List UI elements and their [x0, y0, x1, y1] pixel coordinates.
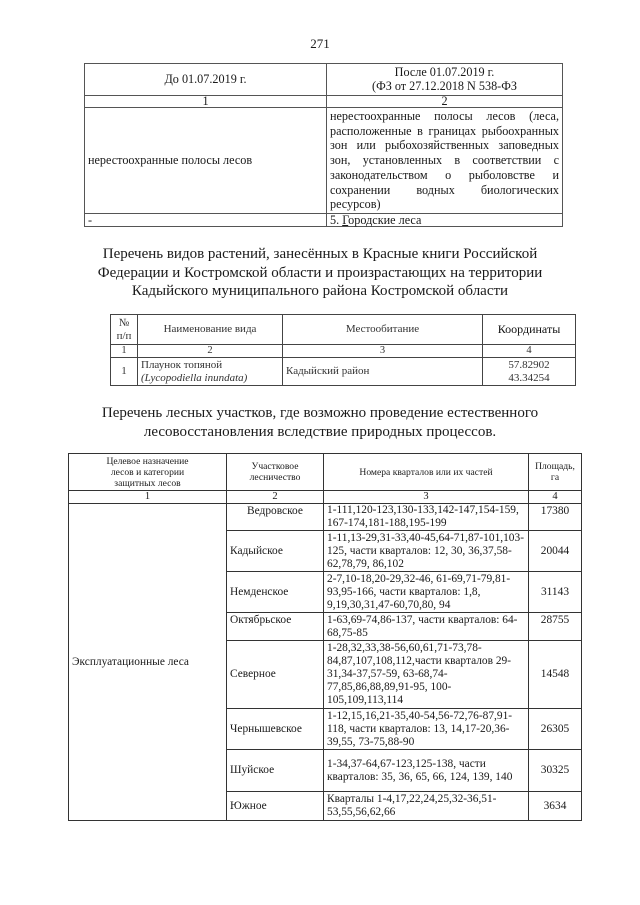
column-number: 2 — [138, 345, 283, 358]
title-line: Перечень видов растений, занесённых в Красные книги Российской — [102, 246, 538, 262]
cell-district: Немденское — [227, 572, 324, 613]
coord-lon: 43.34254 — [508, 371, 550, 384]
page-number: 271 — [310, 36, 330, 51]
coord-lat: 57.82902 — [508, 359, 550, 371]
cell-species-name — [138, 358, 283, 386]
header-coords: Координаты — [483, 315, 576, 345]
column-number: 1 — [69, 491, 227, 504]
cell-after-prefix: 5. — [330, 213, 343, 227]
header-line: Площадь, — [535, 461, 575, 472]
cell-area: 26305 — [529, 709, 582, 750]
cell-num: 1 — [111, 358, 138, 386]
cell-before: нерестоохранные полосы лесов — [85, 108, 327, 214]
header-before — [85, 64, 327, 96]
cell-quarters: Кварталы 1-4,17,22,24,25,32-36,51-53,55,56,62,66 — [324, 792, 529, 821]
title-line: Федерации и Костромской области и произрастающих на территории — [97, 264, 543, 281]
table-row — [111, 358, 576, 386]
header-before-text: До 01.07.2019 г. — [164, 71, 247, 86]
header-after-line1: После 01.07.2019 г. — [394, 65, 495, 79]
cell-quarters: 1-34,37-64,67-123,125-138, части кварталов: 35, 36, 65, 66, 124, 139, 140 — [324, 750, 529, 792]
cell-district: Ведровское — [227, 504, 324, 531]
forest-plots-table — [68, 453, 582, 821]
cell-quarters: 1-63,69-74,86-137, части кварталов: 64-68,75-85 — [324, 613, 529, 641]
cell-after-rest: ородские леса — [348, 213, 422, 227]
cell-purpose: Эксплуатационные леса — [69, 504, 227, 821]
cell-area: 3634 — [529, 792, 582, 821]
cell-after: нерестоохранные полосы лесов (леса, расположенные в границах рыбоохранных зон или рыбохозяйственных заповедных зон, установленных в соответствии с законодательством о рыболовстве и сохранении водных биологических ресурсов) — [327, 108, 563, 214]
column-number-row — [111, 345, 576, 358]
column-number: 3 — [283, 345, 483, 358]
title-line: лесовосстановления вследствие природных процессов. — [143, 423, 497, 440]
title-line: Кадыйского муниципального района Костромской области — [131, 283, 509, 299]
header-num — [111, 315, 138, 345]
header-num-line2: п/п — [116, 329, 132, 342]
cell-district: Шуйское — [227, 750, 324, 792]
cell-area: 31143 — [529, 572, 582, 613]
cell-coords — [483, 358, 576, 386]
header-after — [327, 64, 563, 96]
cell-district: Южное — [227, 792, 324, 821]
red-book-table — [110, 314, 576, 386]
header-purpose — [69, 454, 227, 491]
table-header-row — [85, 64, 563, 96]
header-line: лесов и категории — [110, 466, 185, 478]
header-name: Наименование вида — [138, 315, 283, 345]
column-number-row — [69, 491, 582, 504]
column-number: 2 — [327, 96, 563, 108]
header-line: га — [550, 472, 560, 483]
comparison-table — [84, 63, 563, 227]
table-row — [85, 214, 563, 227]
cell-area: 30325 — [529, 750, 582, 792]
cell-after — [327, 214, 563, 227]
header-after-line2: (ФЗ от 27.12.2018 N 538-ФЗ — [372, 78, 517, 93]
species-name: Плаунок топяной — [141, 359, 223, 371]
species-latin: (Lycopodiella inundata) — [141, 371, 248, 384]
header-habitat: Местообитание — [283, 315, 483, 345]
cell-quarters: 1-28,32,33,38-56,60,61,71-73,78-84,87,107,108,112,части кварталов 29-31,34-37,57-59, 63-68,74-77,85,86,88,89,91-95, 100-105,109,113,114 — [324, 641, 529, 709]
column-number: 3 — [324, 491, 529, 504]
cell-quarters: 1-111,120-123,130-133,142-147,154-159, 167-174,181-188,195-199 — [324, 504, 529, 531]
cell-quarters: 1-12,15,16,21-35,40-54,56-72,76-87,91-118, части кварталов: 13, 14,17-20,36-39,55, 73-75,88-90 — [324, 709, 529, 750]
cell-area: 20044 — [529, 531, 582, 572]
header-district — [227, 454, 324, 491]
cell-district: Октябрьское — [227, 613, 324, 641]
header-area — [529, 454, 582, 491]
header-line: лесничество — [249, 472, 301, 483]
table-row — [85, 108, 563, 214]
cell-quarters: 1-11,13-29,31-33,40-45,64-71,87-101,103-125, части кварталов: 12, 30, 36,37,58-62,78,79, 86,102 — [324, 531, 529, 572]
header-num-line1: № — [118, 317, 130, 329]
table-header-row — [111, 315, 576, 345]
cell-after-underlined: Г — [342, 213, 349, 227]
cell-habitat: Кадыйский район — [283, 358, 483, 386]
header-line: защитных лесов — [114, 477, 181, 489]
cell-district: Чернышевское — [227, 709, 324, 750]
cell-before: - — [85, 214, 327, 227]
title-line: Перечень лесных участков, где возможно проведение естественного — [101, 405, 539, 421]
cell-district: Северное — [227, 641, 324, 709]
header-line: Целевое назначение — [106, 455, 189, 467]
cell-area: 28755 — [529, 613, 582, 641]
table-row — [69, 504, 582, 531]
column-number: 4 — [529, 491, 582, 504]
header-line: Участковое — [251, 461, 299, 472]
column-number: 4 — [483, 345, 576, 358]
cell-quarters: 2-7,10-18,20-29,32-46, 61-69,71-79,81-93,95-166, части кварталов: 1,8, 9,19,30,31,47-60,70,80, 94 — [324, 572, 529, 613]
cell-area: 17380 — [529, 504, 582, 531]
red-book-section-title — [0, 245, 640, 301]
forest-section-title — [0, 404, 640, 441]
table-header-row — [69, 454, 582, 491]
column-number: 1 — [111, 345, 138, 358]
cell-district: Кадыйское — [227, 531, 324, 572]
column-number: 1 — [85, 96, 327, 108]
column-number: 2 — [227, 491, 324, 504]
cell-area: 14548 — [529, 641, 582, 709]
header-quarters: Номера кварталов или их частей — [324, 454, 529, 491]
column-number-row — [85, 96, 563, 108]
